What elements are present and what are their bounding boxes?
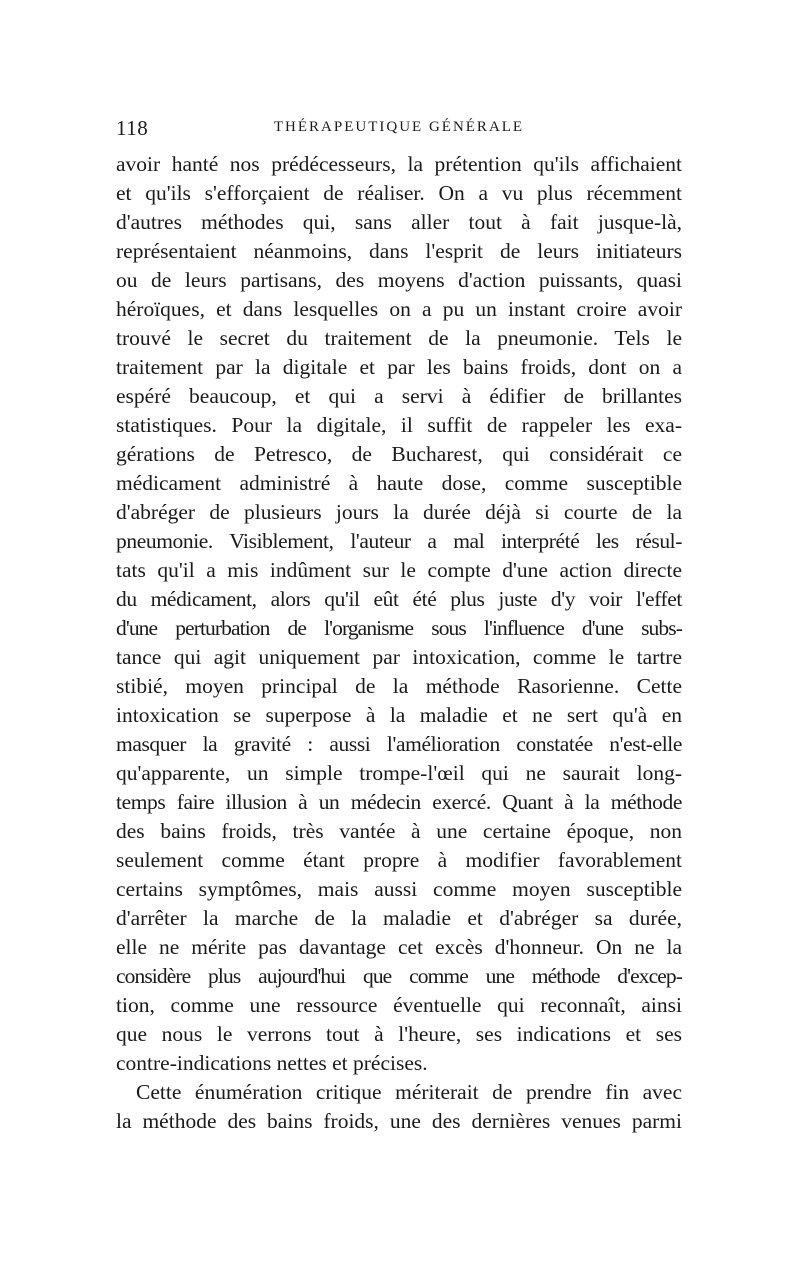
text-line: héroïques, et dans lesquelles on a pu un instant croire avoir [116,297,682,321]
page-header [116,116,682,146]
body-text [116,150,682,1136]
text-line: espéré beaucoup, et qui a servi à édifier de brillantes [116,384,682,408]
text-line: la méthode des bains froids, une des dernières venues parmi [116,1109,682,1133]
text-line: tance qui agit uniquement par intoxication, comme le tartre [116,645,682,669]
text-line: statistiques. Pour la digitale, il suffit de rappeler les exa- [116,413,682,437]
text-line: certains symptômes, mais aussi comme moyen susceptible [116,877,682,901]
text-line: trouvé le secret du traitement de la pneumonie. Tels le [116,326,682,350]
text-line: d'une perturbation de l'organisme sous l'influence d'une subs- [116,616,682,640]
text-line: tion, comme une ressource éventuelle qui reconnaît, ainsi [116,993,682,1017]
running-title: THÉRAPEUTIQUE GÉNÉRALE [273,119,525,135]
text-line: ou de leurs partisans, des moyens d'action puissants, quasi [116,268,682,292]
text-line: représentaient néanmoins, dans l'esprit de leurs initiateurs [116,239,682,263]
text-line: avoir hanté nos prédécesseurs, la prétention qu'ils affichaient [116,152,682,176]
text-line: des bains froids, très vantée à une certaine époque, non [116,819,682,843]
text-line: tats qu'il a mis indûment sur le compte d'une action directe [116,558,682,582]
text-line: et qu'ils s'efforçaient de réaliser. On a vu plus récemment [116,181,682,205]
text-line: du médicament, alors qu'il eût été plus juste d'y voir l'effet [116,587,682,611]
text-line: Cette énumération critique mériterait de prendre fin avec [136,1080,682,1104]
text-line: que nous le verrons tout à l'heure, ses indications et ses [116,1022,682,1046]
text-line: temps faire illusion à un médecin exercé. Quant à la méthode [116,790,682,814]
text-line: qu'apparente, un simple trompe-l'œil qui ne saurait long- [116,761,682,785]
text-line: intoxication se superpose à la maladie et ne sert qu'à en [116,703,682,727]
text-line: traitement par la digitale et par les bains froids, dont on a [116,355,682,379]
text-line: médicament administré à haute dose, comme susceptible [116,471,682,495]
text-line: masquer la gravité : aussi l'amélioration constatée n'est-elle [116,732,682,756]
text-line: d'abréger de plusieurs jours la durée déjà si courte de la [116,500,682,524]
page-number: 118 [116,116,149,140]
text-line: pneumonie. Visiblement, l'auteur a mal interprété les résul- [116,529,682,553]
text-line: stibié, moyen principal de la méthode Rasorienne. Cette [116,674,682,698]
text-line: considère plus aujourd'hui que comme une méthode d'excep- [116,964,682,988]
text-line: elle ne mérite pas davantage cet excès d'honneur. On ne la [116,935,682,959]
text-line: gérations de Petresco, de Bucharest, qui considérait ce [116,442,682,466]
text-line: contre-indications nettes et précises. [116,1051,428,1075]
text-line: d'autres méthodes qui, sans aller tout à fait jusque-là, [116,210,682,234]
text-line: seulement comme étant propre à modifier favorablement [116,848,682,872]
text-line: d'arrêter la marche de la maladie et d'abréger sa durée, [116,906,682,930]
